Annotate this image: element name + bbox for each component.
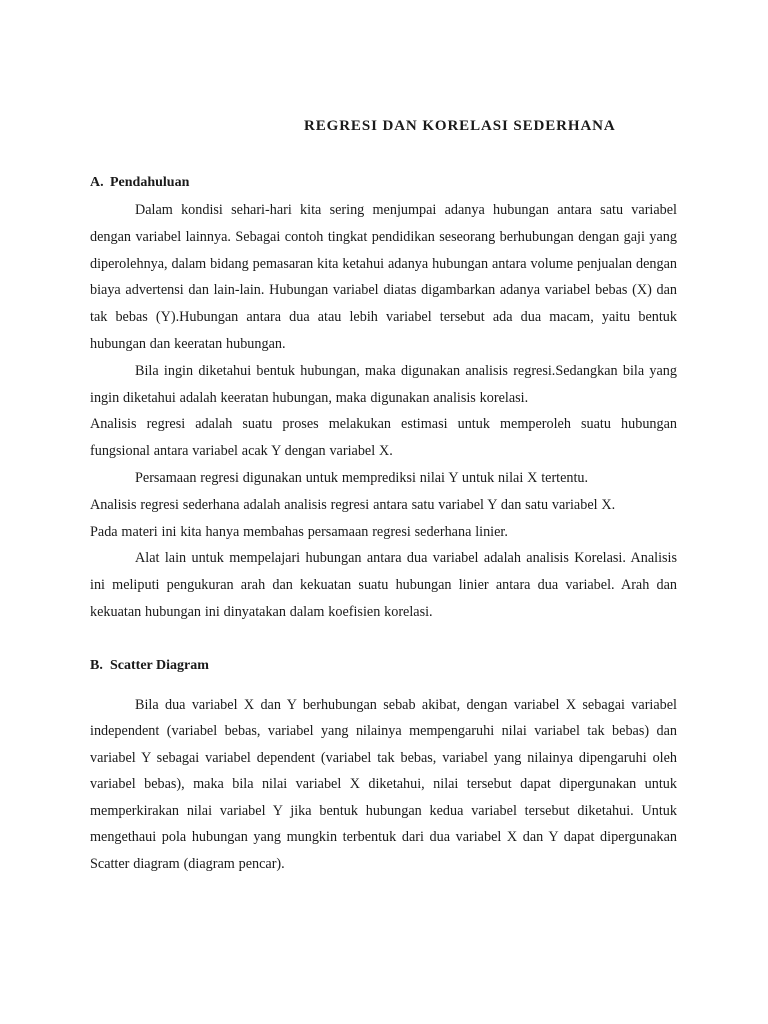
paragraph: Pada materi ini kita hanya membahas persamaan regresi sederhana linier. [90, 523, 508, 540]
section-scatter-diagram [90, 652, 677, 878]
section-number: A. [90, 175, 104, 190]
paragraph: Alat lain untuk mempelajari hubungan antara dua variabel adalah analisis Korelasi. Analisis ini meliputi pengukuran arah dan kekuatan suatu hubungan linier antara dua variabel. Arah dan kekuatan hubungan ini dinyatakan dalam koefisien korelasi. [90, 550, 677, 620]
document-title: REGRESI DAN KORELASI SEDERHANA [304, 118, 616, 134]
document-content [90, 112, 677, 877]
paragraph: Analisis regresi sederhana adalah analisis regresi antara satu variabel Y dan satu variabel X. [90, 496, 616, 513]
section-pendahuluan [90, 169, 677, 626]
section-title: Pendahuluan [110, 175, 190, 190]
paragraph: Bila ingin diketahui bentuk hubungan, maka digunakan analisis regresi.Sedangkan bila yang ingin diketahui adalah keeratan hubungan, maka digunakan analisis korelasi. [90, 362, 677, 406]
section-heading [90, 169, 677, 197]
paragraph: Persamaan regresi digunakan untuk memprediksi nilai Y untuk nilai X tertentu. [135, 469, 589, 486]
section-heading [90, 652, 677, 680]
section-title: Scatter Diagram [110, 657, 209, 673]
paragraph: Bila dua variabel X dan Y berhubungan sebab akibat, dengan variabel X sebagai variabel independent (variabel bebas, variabel yang nilainya mempengaruhi nilai variabel tak bebas) dan variabel Y sebagai variabel dependent (variabel tak bebas, variabel yang nilainya dipengaruhi oleh variabel bebas), maka bila nilai variabel X diketahui, nilai tersebut dapat dipergunakan untuk memperkirakan nilai variabel Y jika bentuk hubungan kedua variabel tersebut diketahui. Untuk mengethaui pola hubungan yang mungkin terbentuk dari dua variabel X dan Y dapat dipergunakan Scatter diagram (diagram pencar). [90, 696, 677, 872]
paragraph: Analisis regresi adalah suatu proses melakukan estimasi untuk memperoleh suatu hubungan fungsional antara variabel acak Y dengan variabel X. [90, 416, 677, 460]
paragraph: Dalam kondisi sehari-hari kita sering menjumpai adanya hubungan antara satu variabel dengan variabel lainnya. Sebagai contoh tingkat pendidikan seseorang berhubungan dengan gaji yang diperolehnya, dalam bidang pemasaran kita ketahui adanya hubungan antara volume penjualan dengan biaya advertensi dan lain-lain. Hubungan variabel diatas digambarkan adanya variabel bebas (X) dan tak bebas (Y).Hubungan antara dua atau lebih variabel tersebut ada dua macam, yaitu bentuk hubungan dan keeratan hubungan. [90, 202, 677, 352]
section-number: B. [90, 657, 103, 673]
